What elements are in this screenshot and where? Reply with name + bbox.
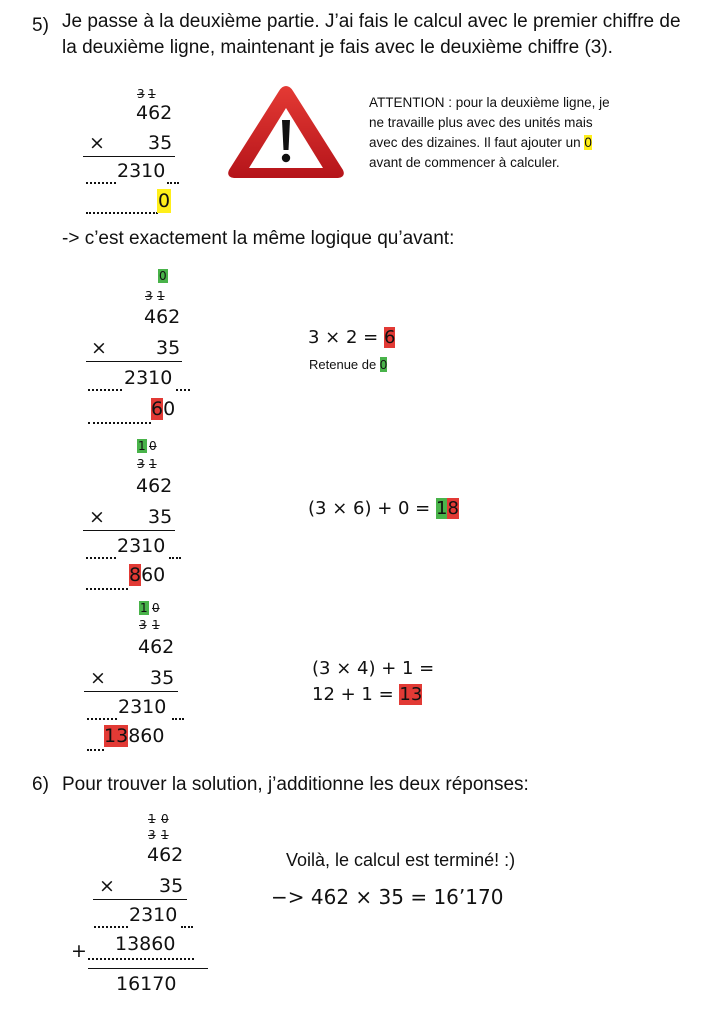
carry-digit: 1 [157,289,165,303]
carry-digit: 0 [161,812,169,826]
carry-digit: 3 [148,828,156,842]
dotted-line [86,557,116,559]
new-carry: 0 [159,269,167,283]
final-result: 16170 [116,973,177,995]
underline [84,691,178,692]
zero-highlight: 0 [584,135,592,150]
dotted-line [87,749,104,751]
new-digit: 8 [129,564,142,586]
carry-digit: 0 [149,439,157,453]
added-zero: 0 [158,190,171,212]
times-sign: × [99,875,115,897]
underline [86,361,182,362]
multiplicand: 462 [138,636,175,658]
multiplier: 35 [148,506,173,528]
times-sign: × [91,337,107,359]
done-text: Voilà, le calcul est terminé! :) [286,850,516,870]
dotted-line [169,557,181,559]
partial-product-1: 2310 [124,367,173,389]
dotted-line [181,926,193,928]
carry-digit: 3 [137,87,145,101]
new-carry: 1 [140,601,148,615]
plus-sign: + [71,940,87,962]
dotted-line [88,958,194,960]
equation-3-line1: (3 × 4) + 1 = [312,658,435,679]
dotted-line [172,718,184,720]
warning-text: ATTENTION : pour la deuxième ligne, je ne travaille plus avec des unités mais avec des dizaines. Il faut ajouter un 0 avant de commencer à calculer. [369,95,610,170]
multiplier: 35 [159,875,184,897]
times-sign: × [90,667,106,689]
step5-line1: Je passe à la deuxième partie. J’ai fais le calcul avec le premier chiffre de [62,11,681,32]
result-digits: 13 [399,684,423,705]
carry-digit: 1 [161,828,169,842]
underline [83,156,175,157]
partial-product-1: 2310 [118,696,167,718]
dotted-line [176,389,190,391]
partial-product-1: 2310 [129,904,178,926]
step-number-5: 5) [32,15,49,36]
multiplicand: 462 [144,306,181,328]
warning-triangle-icon [224,82,348,182]
carry-digit: 1 [149,457,157,471]
carry-digit: 1 [148,812,156,826]
multiplicand: 462 [136,475,173,497]
carry-digit: 1 [152,618,160,632]
retenue-value: 0 [379,357,388,372]
dotted-line [167,182,179,184]
retenue-note: Retenue de 0 [309,357,388,372]
result-digits: 18 [436,498,459,519]
step6-text: Pour trouver la solution, j’additionne les deux réponses: [62,774,529,795]
equation-2: (3 × 6) + 0 = 18 [308,498,459,519]
multiplicand: 462 [136,102,173,124]
result-digit: 6 [383,327,396,348]
dotted-line [94,926,128,928]
new-carry: 1 [138,439,146,453]
multiplier: 35 [148,132,173,154]
dotted-line [86,588,128,590]
carry-digit: 3 [145,289,153,303]
dotted-line [88,389,122,391]
carry-digit: 3 [139,618,147,632]
new-digit: 6 [151,398,164,420]
carry-digit: 0 [152,601,160,615]
multiplier: 35 [150,667,175,689]
equation-1: 3 × 2 = 6 [308,327,396,348]
underline [83,530,175,531]
carry-digit: 1 [148,87,156,101]
sum-line [88,968,208,969]
dotted-line [87,718,117,720]
dotted-line [88,422,151,424]
multiplicand: 462 [147,844,184,866]
times-sign: × [89,506,105,528]
partial-product-2: 13860 [104,725,165,747]
partial-product-2: 60 [151,398,176,420]
step-number-6: 6) [32,774,49,795]
partial-product-2: 860 [129,564,166,586]
equation-3-line2: 12 + 1 = 13 [312,684,423,705]
new-digits: 13 [104,725,129,747]
dotted-line [86,182,116,184]
step5-line2: la deuxième ligne, maintenant je fais avec le deuxième chiffre (3). [62,37,613,58]
final-equation: −> 462 × 35 = 16’170 [271,885,504,909]
multiplier: 35 [156,337,181,359]
carry-digit: 3 [137,457,145,471]
dotted-line [86,212,158,214]
logic-text: -> c’est exactement la même logique qu’avant: [62,228,455,249]
partial-product-1: 2310 [117,160,166,182]
underline [93,899,187,900]
partial-product-1: 2310 [117,535,166,557]
partial-product-2: 13860 [115,933,176,955]
times-sign: × [89,132,105,154]
